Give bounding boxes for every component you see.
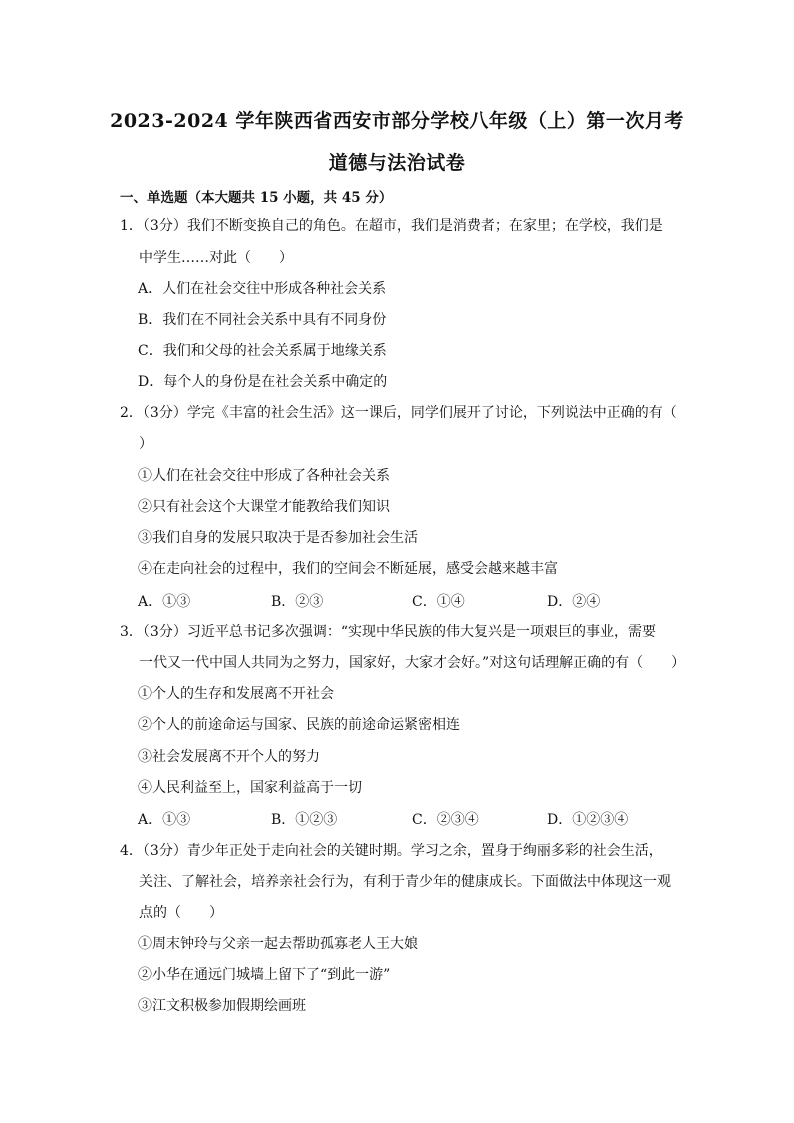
question-4-line-2: 关注、了解社会，培养亲社会行为，有利于青少年的健康成长。下面做法中体现这一观 [139, 874, 671, 890]
question-4-line-3: 点的（ ） [139, 905, 223, 921]
question-2-statement-3: ③我们自身的发展只取决于是否参加社会生活 [138, 530, 418, 546]
question-1-option-b: B．我们在不同社会关系中具有不同身份 [138, 312, 387, 328]
question-3-choice-a: A．①③ [138, 812, 191, 828]
question-2-choice-b: B．②③ [271, 594, 324, 610]
question-2-statement-4: ④在走向社会的过程中，我们的空间会不断延展，感受会越来越丰富 [138, 561, 558, 577]
section-heading: 一、单选题（本大题共 15 小题，共 45 分） [120, 190, 393, 206]
question-2-choice-c: C．①④ [412, 594, 465, 610]
question-2-line-2: ） [139, 436, 153, 452]
question-3-line-1: 3．（3分）习近平总书记多次强调：“实现中华民族的伟大复兴是一项艰巨的事业，需要 [120, 624, 656, 640]
question-1-line-1: 1．（3分）我们不断变换自己的角色。在超市，我们是消费者；在家里；在学校，我们是 [120, 218, 663, 234]
question-2-line-1: 2．（3分）学完《丰富的社会生活》这一课后，同学们展开了讨论，下列说法中正确的有（ [120, 405, 677, 421]
question-1-option-d: D．每个人的身份是在社会关系中确定的 [138, 374, 388, 390]
question-2-choice-a: A．①③ [138, 594, 191, 610]
question-4-statement-1: ①周末钟玲与父亲一起去帮助孤寡老人王大娘 [138, 936, 418, 952]
question-2-statement-2: ②只有社会这个大课堂才能教给我们知识 [138, 499, 390, 515]
question-3-choice-d: D．①②③④ [547, 812, 629, 828]
question-3-choice-c: C．②③④ [412, 812, 479, 828]
question-4-statement-3: ③江文积极参加假期绘画班 [138, 998, 306, 1014]
question-1-option-c: C．我们和父母的社会关系属于地缘关系 [138, 343, 387, 359]
question-4-statement-2: ②小华在通远门城墙上留下了“到此一游” [138, 967, 391, 983]
question-3-statement-4: ④人民利益至上，国家利益高于一切 [138, 780, 362, 796]
question-2-choice-d: D．②④ [547, 594, 601, 610]
question-1-option-a: A．人们在社会交往中形成各种社会关系 [138, 281, 387, 297]
question-1-line-2: 中学生……对此（ ） [139, 250, 293, 266]
exam-subtitle: 道德与法治试卷 [328, 152, 466, 174]
question-3-line-2: 一代又一代中国人共同为之努力，国家好，大家才会好。”对这句话理解正确的有（ ） [139, 655, 686, 671]
question-3-choice-b: B．①②③ [271, 812, 338, 828]
question-2-statement-1: ①人们在社会交往中形成了各种社会关系 [138, 468, 390, 484]
question-4-line-1: 4．（3分）青少年正处于走向社会的关键时期。学习之余，置身于绚丽多彩的社会生活， [120, 843, 663, 859]
exam-title: 2023-2024 学年陕西省西安市部分学校八年级（上）第一次月考 [110, 110, 684, 132]
question-3-statement-2: ②个人的前途命运与国家、民族的前途命运紧密相连 [138, 717, 460, 733]
question-3-statement-3: ③社会发展离不开个人的努力 [138, 749, 320, 765]
question-3-statement-1: ①个人的生存和发展离不开社会 [138, 686, 334, 702]
